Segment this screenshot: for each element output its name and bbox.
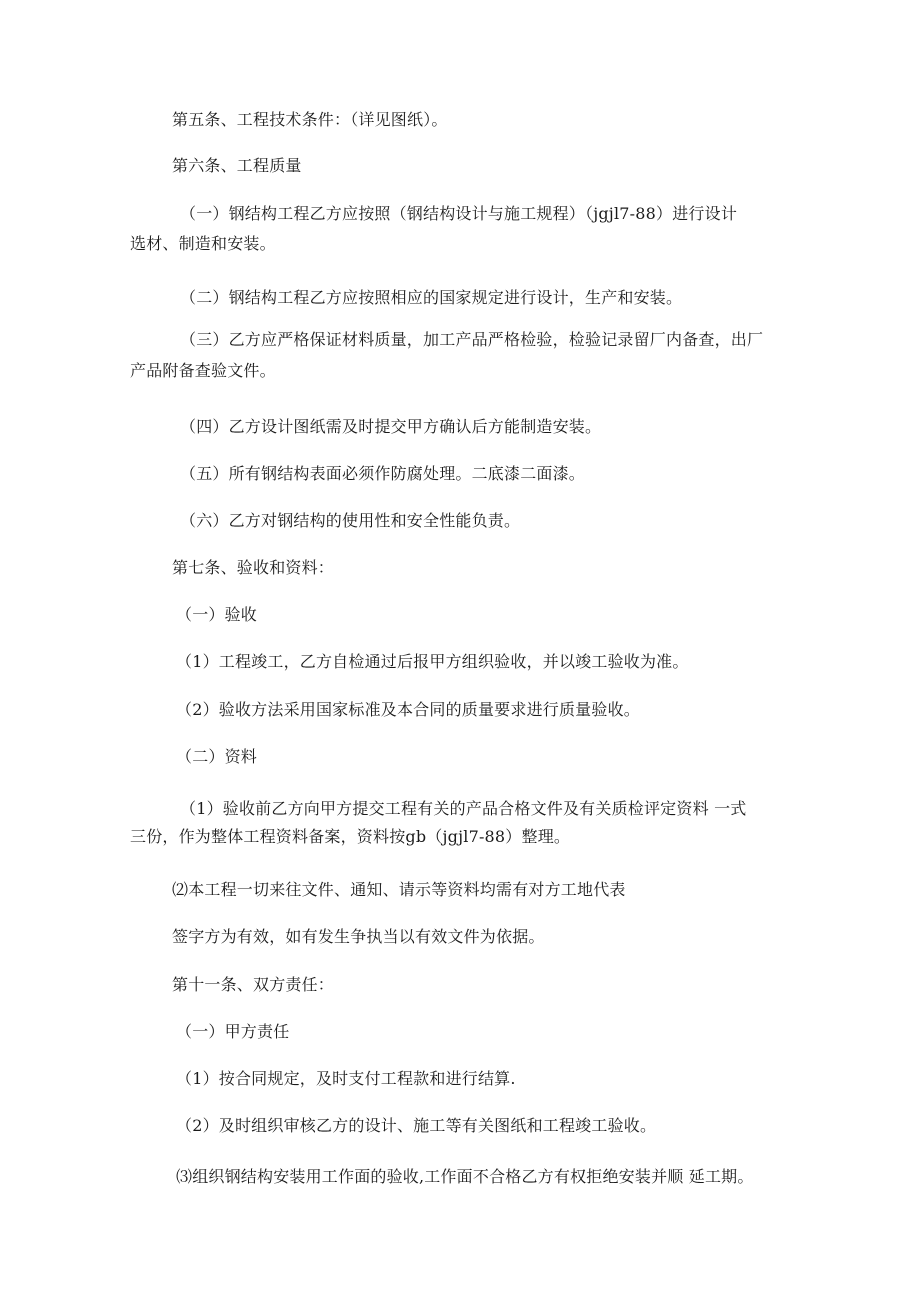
paragraph-line: （五）所有钢结构表面必须作防腐处理。二底漆二面漆。 xyxy=(180,464,586,483)
paragraph-line: （1）工程竣工，乙方自检通过后报甲方组织验收，并以竣工验收为准。 xyxy=(176,652,689,671)
paragraph-line: 三份，作为整体工程资料备案，资料按gb（jgjl7-88）整理。 xyxy=(130,827,571,846)
paragraph-line: （二）资料 xyxy=(176,747,258,766)
paragraph-line: （三）乙方应严格保证材料质量，加工产品严格检验，检验记录留厂内备查，出厂 xyxy=(180,330,764,349)
paragraph-line: （二）钢结构工程乙方应按照相应的国家规定进行设计，生产和安装。 xyxy=(180,288,683,307)
article-6-heading: 第六条、工程质量 xyxy=(172,156,302,175)
paragraph-line: （一）钢结构工程乙方应按照（钢结构设计与施工规程）（jgjl7-88）进行设计 xyxy=(180,204,738,223)
paragraph-line: （2）验收方法采用国家标准及本合同的质量要求进行质量验收。 xyxy=(176,700,640,719)
paragraph-line: （六）乙方对钢结构的使用性和安全性能负责。 xyxy=(180,511,521,530)
paragraph-line: 选材、制造和安装。 xyxy=(130,234,276,253)
paragraph-line: （1）验收前乙方向甲方提交工程有关的产品合格文件及有关质检评定资料 一式 xyxy=(180,799,747,818)
article-7-heading: 第七条、验收和资料： xyxy=(172,558,335,577)
paragraph-line: （一）验收 xyxy=(176,605,258,624)
paragraph-line: ⑶组织钢结构安装用工作面的验收,工作面不合格乙方有权拒绝安装并顺 延工期。 xyxy=(176,1167,754,1186)
paragraph-line: （四）乙方设计图纸需及时提交甲方确认后方能制造安装。 xyxy=(180,417,602,436)
article-5-heading: 第五条、工程技术条件：（详见图纸）。 xyxy=(172,110,448,129)
paragraph-line: 签字方为有效，如有发生争执当以有效文件为依据。 xyxy=(172,927,545,946)
paragraph-line: 产品附备查验文件。 xyxy=(130,361,276,380)
paragraph-line: ⑵本工程一切来往文件、通知、请示等资料均需有对方工地代表 xyxy=(172,880,626,899)
paragraph-line: （一）甲方责任 xyxy=(176,1022,290,1041)
paragraph-line: （1）按合同规定，及时支付工程款和进行结算. xyxy=(176,1069,516,1088)
article-11-heading: 第十一条、双方责任： xyxy=(172,975,335,994)
paragraph-line: （2）及时组织审核乙方的设计、施工等有关图纸和工程竣工验收。 xyxy=(176,1116,657,1135)
